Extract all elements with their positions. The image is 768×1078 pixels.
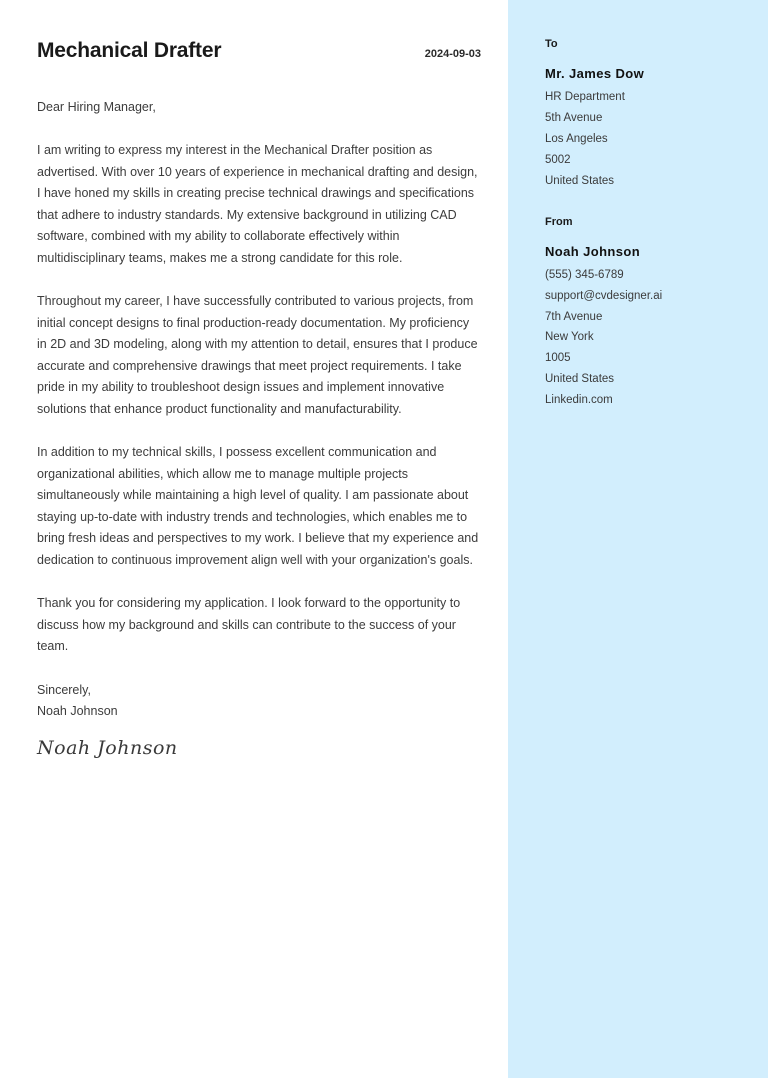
- closing-name: Noah Johnson: [37, 704, 118, 719]
- sender-line: 7th Avenue: [545, 310, 603, 323]
- sender-line: New York: [545, 331, 594, 344]
- sender-line: United States: [545, 373, 615, 386]
- recipient-line: 5th Avenue: [545, 111, 603, 124]
- letter-date: 2024-09-03: [424, 48, 481, 60]
- signature: Noah Johnson: [37, 737, 178, 760]
- sender-line: 1005: [545, 352, 571, 365]
- body-paragraph: I am writing to express my interest in the Mechanical Drafter position as advertised. With over 10 years of experience in mechanical drafting and design, I have honed my skills in creating precise technical drawings and specifications that adhere to industry standards. My extensive background in utilizing CAD software, combined with my ability to collaborate effectively within multidisciplinary teams, makes me a strong candidate for this role.: [37, 143, 478, 265]
- recipient-block: [545, 38, 744, 192]
- recipient-line: Los Angeles: [545, 132, 608, 145]
- sender-linkedin[interactable]: Linkedin.com: [545, 394, 613, 407]
- recipient-line: United States: [545, 174, 615, 187]
- sender-block: [545, 216, 744, 411]
- recipient-line: HR Department: [545, 91, 625, 104]
- salutation: Dear Hiring Manager,: [37, 100, 156, 115]
- recipient-name: Mr. James Dow: [545, 66, 645, 82]
- body-paragraph: In addition to my technical skills, I possess excellent communication and organizational abilities, which allow me to manage multiple projects simultaneously while maintaining a high level of quality. I am passionate about staying up-to-date with industry trends and technologies, which enables me to bring fresh ideas and perspectives to my work. I believe that my experience and dedication to continuous improvement align well with your organization's goals.: [37, 445, 479, 567]
- body-paragraph: Throughout my career, I have successfully contributed to various projects, from initial concept designs to final production-ready documentation. My proficiency in 2D and 3D modeling, along with my attention to detail, ensures that I produce accurate and comprehensive drawings that meet project requirements. I take pride in my ability to troubleshoot design issues and implement innovative solutions that enhance product functionality and manufacturability.: [37, 294, 478, 416]
- body-paragraph: Thank you for considering my application. I look forward to the opportunity to discuss how my background and skills can contribute to the success of your team.: [37, 596, 461, 654]
- sender-email[interactable]: support@cvdesigner.ai: [545, 289, 663, 302]
- sender-heading: From: [545, 215, 573, 228]
- recipient-heading: To: [545, 38, 558, 50]
- sender-name: Noah Johnson: [545, 243, 641, 259]
- recipient-line: 5002: [545, 153, 571, 166]
- contact-sidebar: [508, 0, 768, 1078]
- letter-header: [37, 38, 481, 63]
- sender-phone: (555) 345-6789: [545, 268, 624, 281]
- closing-salutation: Sincerely,: [37, 682, 91, 697]
- page-title: Mechanical Drafter: [37, 39, 222, 62]
